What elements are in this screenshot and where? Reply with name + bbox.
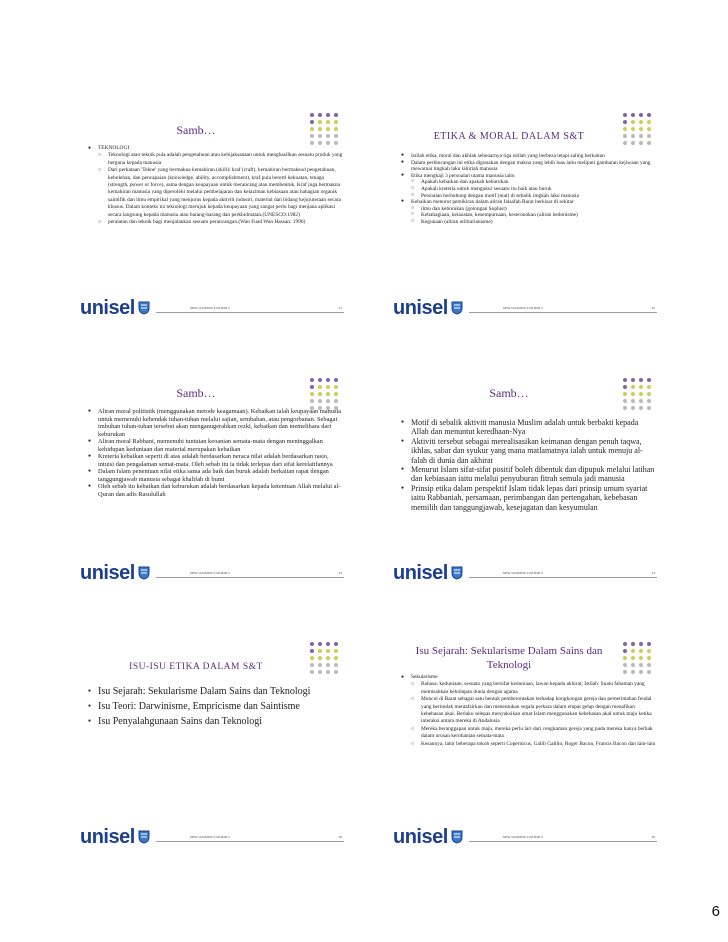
decorative-dot [318, 670, 322, 674]
decorative-dot [631, 663, 635, 667]
decorative-dot [631, 141, 635, 145]
decorative-dot [334, 649, 338, 653]
decorative-dot [326, 385, 330, 389]
slide-number: 21 [338, 306, 342, 310]
decorative-dot [623, 656, 627, 660]
slide-number: 22 [651, 306, 655, 310]
slide-2 [393, 111, 663, 319]
decorative-dot [647, 385, 651, 389]
sub-bullet-item: ○ peralatan dan teknik bagi menjalankan sesuatu perancangan.(Wan Fuad Wan Hassan: 1996) [88, 219, 344, 226]
footer-course-code: MPW 1143/MPW 2133 BAB 4 [503, 306, 543, 310]
decorative-dot [639, 406, 643, 410]
decorative-dot [334, 113, 338, 117]
footer-divider [469, 577, 657, 578]
bullet-item: ● Kebaikan menurut pemikiran dalam aliran falsafah Barat berkisar di sekitar [401, 199, 657, 206]
footer-course-code: MPW 1143/MPW 2133 BAB 4 [190, 571, 230, 575]
decorative-dot [334, 392, 338, 396]
decorative-dot [318, 120, 322, 124]
decorative-dot [623, 406, 627, 410]
crest-icon [138, 566, 150, 580]
decorative-dot [631, 406, 635, 410]
decorative-dot [318, 134, 322, 138]
slide-number: 26 [651, 835, 655, 839]
decorative-dot [326, 392, 330, 396]
decorative-dot [631, 385, 635, 389]
bullet-item: ● Isu Sejarah: Sekularisme Dalam Sains dan Teknologi [88, 684, 344, 699]
footer-divider [469, 312, 657, 313]
decorative-dot [334, 385, 338, 389]
decorative-dot [318, 642, 322, 646]
decorative-dot [631, 649, 635, 653]
bullet-item: ● Dalam perbincangan ini etika digunakan dengan makna yang lebih luas iaitu meliputi gambaran kejiwaan yang mewarnai tingkah laku lahiriah manusia [401, 160, 657, 173]
sub-bullet-item: ○ ilmu dan keburukan (golongan Sophist) [401, 206, 657, 213]
slide-content [401, 153, 657, 226]
sub-bullet-item: ○ Bahasa: keduniaan, sesuatu yang bersifat keduniaan, lawan kepada akhirat; Istilah: Suatu fahaman yang memisahkan kehidupan dunia dengan agama [401, 681, 657, 696]
crest-icon [138, 301, 150, 315]
slide-title: Samb… [489, 386, 529, 400]
crest-icon [451, 830, 463, 844]
decorative-dot [631, 642, 635, 646]
slide-title: Isu Sejarah: Sekularisme Dalam Sains dan Teknologi [415, 645, 603, 671]
decorative-dot [639, 127, 643, 131]
decorative-dot [326, 649, 330, 653]
decorative-dot [639, 141, 643, 145]
decorative-dots [623, 113, 657, 153]
decorative-dot [647, 134, 651, 138]
bullet-item: ● Aktiviti tersebut sebagai merealisasikan keimanan dengan penuh taqwa, ikhlas, sabar dan syukur yang mana matlamatnya ialah untuk menuju al-falah di dunia dan akhirat [401, 437, 657, 465]
decorative-dot [318, 127, 322, 131]
decorative-dot [326, 134, 330, 138]
slide-content [88, 684, 344, 729]
footer-divider [469, 841, 657, 842]
sub-bullet-item: ○ Persoalan berhubung dengan motif (niat) di sebalik tingkah laku manusia [401, 193, 657, 200]
bullet-item: ● Istilah etika, moral dan akhlak sebenarnya tiga istilah yang berbeza tetapi saling berkaitan [401, 153, 657, 160]
decorative-dot [318, 378, 322, 382]
decorative-dot [310, 113, 314, 117]
slide-footer [393, 297, 663, 319]
decorative-dot [334, 127, 338, 131]
decorative-dot [326, 113, 330, 117]
decorative-dot [647, 127, 651, 131]
footer-course-code: MPW 1143/MPW 2133 BAB 4 [503, 571, 543, 575]
decorative-dot [310, 663, 314, 667]
decorative-dot [647, 399, 651, 403]
slide-footer [80, 826, 350, 848]
decorative-dot [639, 399, 643, 403]
decorative-dot [310, 134, 314, 138]
decorative-dot [631, 656, 635, 660]
decorative-dot [318, 113, 322, 117]
footer-divider [156, 312, 344, 313]
slide-footer [393, 562, 663, 584]
decorative-dot [326, 378, 330, 382]
decorative-dot [631, 127, 635, 131]
bullet-item: ● Aliran moral Rabbani, memenuhi tuntutan keoanian semata-mata dengan meninggalkan kehidupan keduniaan dan material merupakan kebaikan [88, 438, 344, 453]
footer-course-code: MPW 1143/MPW 2133 BAB 4 [503, 835, 543, 839]
decorative-dot [639, 120, 643, 124]
sub-bullet-item: ○ Apakah kreteria untuk mengukur sesuatu itu baik atau buruk [401, 186, 657, 193]
decorative-dot [334, 134, 338, 138]
decorative-dot [318, 649, 322, 653]
decorative-dot [326, 670, 330, 674]
slide-3 [80, 376, 350, 584]
decorative-dot [647, 141, 651, 145]
page-number: 6 [711, 903, 720, 920]
decorative-dot [631, 392, 635, 396]
sub-bullet-item: ○ Apakah kebaikan dan apakah keburukan [401, 179, 657, 186]
slide-content [401, 674, 657, 748]
decorative-dot [318, 656, 322, 660]
decorative-dot [334, 656, 338, 660]
sub-bullet-item: ○ Muncul di Barat sebagai satu bentuk pemberontakan terhadap kongkongan gereja dan pemerintahan feudal yang bertindak mentafsirkan dan menentukan segala perkara dalam empat gelap dengan menafikan kebebasan akal. Berlaku selepas menyaksikan umat Islam menggunakan kebebasan akal untuk maju ketika interaksi antara mereka di Andalusia [401, 696, 657, 726]
sub-bullet-item: ○ Mereka beranggapan untuk maju, mereka perlu lari dari cengkaman gereja yang pada mereka hanya berhak dalam urusan kerohanian semata-mata [401, 726, 657, 741]
footer-divider [156, 577, 344, 578]
decorative-dot [647, 406, 651, 410]
decorative-dot [326, 642, 330, 646]
decorative-dot [623, 120, 627, 124]
decorative-dot [639, 134, 643, 138]
decorative-dot [318, 385, 322, 389]
decorative-dot [334, 378, 338, 382]
decorative-dot [647, 113, 651, 117]
bullet-item: ● Sekularisme [401, 674, 657, 681]
crest-icon [451, 301, 463, 315]
sub-bullet-item: ○ Kesannya, lahir beberapa tokoh seperti Copernicus, Galili Galilio, Roger Bacon, Francis Bacon dan lain-lain [401, 741, 657, 748]
sub-bullet-item: ○ Kebahagiaan, kelazatan, kesempurnaan, keseronokan (aliran hedonisme) [401, 212, 657, 219]
slide-title: Samb… [176, 386, 216, 400]
bullet-item: ● Dalam Islam penentuan nilai etika sama ada baik dan buruk adalah berkaitan rapat dengan tanggungjawab manusia sebagai khalifah di bumi [88, 468, 344, 483]
sub-bullet-item: ○ Dari perkataan 'Tekne' yang bermakna kemahiran (skill)/ kraf (craft), kemahiran bermaksud pengetahuan, kebolehan, dan pencapaian (knowledge, ability, accomplishment), kraf pula bererti kekuatan, tenaga (strength, power or force), sama dengan keupayaan untuk merancang atau membentuk. Kraf juga bermakna kemahiran manusia yang diperolehi melalui pembelajaran dan kelaziman kebiasaan atau bahagian organik saintifik dan ilmu empirikal yang menjurus kepada aktiviti industri, material dan bidang kejuruteraan secara khusus. Dalam konteks ini teknologi merujuk kepada keupayaan yang sangat perlu bagi menjana aplikasi secara langsung kepada manusia atau barang-barang dan perkhidmatan.(UNESCO:1982) [88, 167, 344, 219]
footer-divider [156, 841, 344, 842]
decorative-dots [623, 378, 657, 418]
decorative-dot [334, 670, 338, 674]
slide-1 [80, 111, 350, 319]
decorative-dot [639, 378, 643, 382]
decorative-dot [310, 649, 314, 653]
decorative-dot [631, 113, 635, 117]
slide-number: 24 [651, 571, 655, 575]
slide-content [401, 418, 657, 512]
decorative-dot [623, 141, 627, 145]
slide-6 [393, 640, 663, 848]
bullet-item: ● Etika mengkaji 3 persoalan utama manusia iaitu [401, 173, 657, 180]
slide-number: 23 [338, 571, 342, 575]
decorative-dot [326, 120, 330, 124]
decorative-dot [318, 663, 322, 667]
decorative-dot [310, 120, 314, 124]
unisel-logo: unisel [393, 297, 448, 319]
crest-icon [138, 830, 150, 844]
decorative-dot [310, 399, 314, 403]
slide-footer [393, 826, 663, 848]
decorative-dot [334, 399, 338, 403]
decorative-dot [334, 642, 338, 646]
decorative-dot [623, 378, 627, 382]
decorative-dot [639, 392, 643, 396]
decorative-dot [623, 385, 627, 389]
decorative-dot [310, 656, 314, 660]
decorative-dot [310, 385, 314, 389]
footer-course-code: MPW 1143/MPW 2133 BAB 4 [190, 835, 230, 839]
decorative-dot [623, 134, 627, 138]
slide-content [88, 408, 344, 498]
slide-title: ISU-ISU ETIKA DALAM S&T [129, 662, 263, 672]
decorative-dot [631, 399, 635, 403]
decorative-dot [647, 642, 651, 646]
decorative-dot [310, 642, 314, 646]
decorative-dot [318, 392, 322, 396]
decorative-dot [647, 663, 651, 667]
slide-number: 25 [338, 835, 342, 839]
footer-course-code: MPW 1143/MPW 2133 BAB 4 [190, 306, 230, 310]
decorative-dot [647, 649, 651, 653]
decorative-dot [326, 399, 330, 403]
decorative-dot [623, 392, 627, 396]
bullet-item: ● Menurut Islam sifat-sifat positif boleh dibentuk dan dipupuk melalui latihan dan kebiasaan iaitu melalui penyuburan fitrah semula jadi manusia [401, 465, 657, 484]
bullet-item: ● Prinsip etika dalam perspektif Islam tidak lepas dari prinsip umum syariat iaitu Rabbaniah, persamaan, perimbangan dan pertengahan, kebebasan memilih dan tanggungjawab, kesejagatan dan kesyumulan [401, 484, 657, 512]
decorative-dot [647, 656, 651, 660]
crest-icon [451, 566, 463, 580]
decorative-dot [647, 392, 651, 396]
decorative-dot [326, 656, 330, 660]
decorative-dot [647, 120, 651, 124]
decorative-dot [639, 385, 643, 389]
slide-title: ETIKA & MORAL DALAM S&T [433, 131, 585, 142]
decorative-dot [623, 127, 627, 131]
decorative-dot [639, 656, 643, 660]
slide-title: Samb… [176, 123, 216, 137]
decorative-dot [623, 399, 627, 403]
decorative-dot [631, 378, 635, 382]
slide-4 [393, 376, 663, 584]
decorative-dot [623, 642, 627, 646]
slide-footer [80, 297, 350, 319]
bullet-item: ● Kreteria kebaikan seperti di atas adalah berdasarkan neraca nilai adalah berdasarkan rasio, intuisi dan pengalaman semat-mata. Oleh sebab itu ia tidak terlepas dari sifat kerelatifannya [88, 453, 344, 468]
decorative-dot [326, 663, 330, 667]
sub-bullet-item: ○ Kegunaan (aliran utilitarianisme) [401, 219, 657, 226]
unisel-logo: unisel [80, 297, 135, 319]
decorative-dot [334, 663, 338, 667]
decorative-dot [639, 113, 643, 117]
decorative-dot [318, 399, 322, 403]
decorative-dots [310, 642, 344, 682]
slide-content [88, 145, 344, 226]
decorative-dot [310, 670, 314, 674]
bullet-item: ● Aliran moral politistik (menggunakan metode keagamaan). Kebaikan ialah keupayaan manusia untuk memenuhi kehendak tuhan-tuhan melalui sajian, sembahan, atau pengorbanan. Sebagai imbuhan tuhan-tuhan tersebut akan menganugerahkan rezki, kebaikan dan memelihara dari keburukan [88, 408, 344, 438]
slide-5 [80, 640, 350, 848]
decorative-dot [631, 134, 635, 138]
unisel-logo: unisel [393, 562, 448, 584]
decorative-dot [639, 663, 643, 667]
bullet-item: ● TEKNOLOGI [88, 145, 344, 152]
decorative-dot [639, 642, 643, 646]
decorative-dot [310, 127, 314, 131]
decorative-dot [647, 378, 651, 382]
decorative-dot [623, 113, 627, 117]
decorative-dot [631, 120, 635, 124]
decorative-dot [326, 127, 330, 131]
unisel-logo: unisel [80, 562, 135, 584]
bullet-item: ● Motif di sebalik aktiviti manusia Muslim adalah untuk berbakti kepada Allah dan menuntut keredhaan-Nya [401, 418, 657, 437]
slide-footer [80, 562, 350, 584]
bullet-item: ● Isu Penyalahgunaan Sains dan Teknologi [88, 714, 344, 729]
decorative-dot [623, 649, 627, 653]
unisel-logo: unisel [393, 826, 448, 848]
sub-bullet-item: ○ Teknologi atau teknik pula adalah pengetahuan atau kebijaksanaan untuk menghasilkan sesuatu produk yang berguna kepada manusia [88, 152, 344, 167]
decorative-dot [310, 392, 314, 396]
bullet-item: ● Oleh sebab itu kebaikan dan keburukan adalah berdasarkan kepada ketentuan Allah melalui al-Quran dan adis Rasulullah [88, 483, 344, 498]
decorative-dot [334, 120, 338, 124]
decorative-dot [623, 663, 627, 667]
unisel-logo: unisel [80, 826, 135, 848]
decorative-dot [639, 649, 643, 653]
decorative-dot [310, 378, 314, 382]
bullet-item: ● Isu Teori: Darwinisme, Empricisme dan Saintisme [88, 699, 344, 714]
